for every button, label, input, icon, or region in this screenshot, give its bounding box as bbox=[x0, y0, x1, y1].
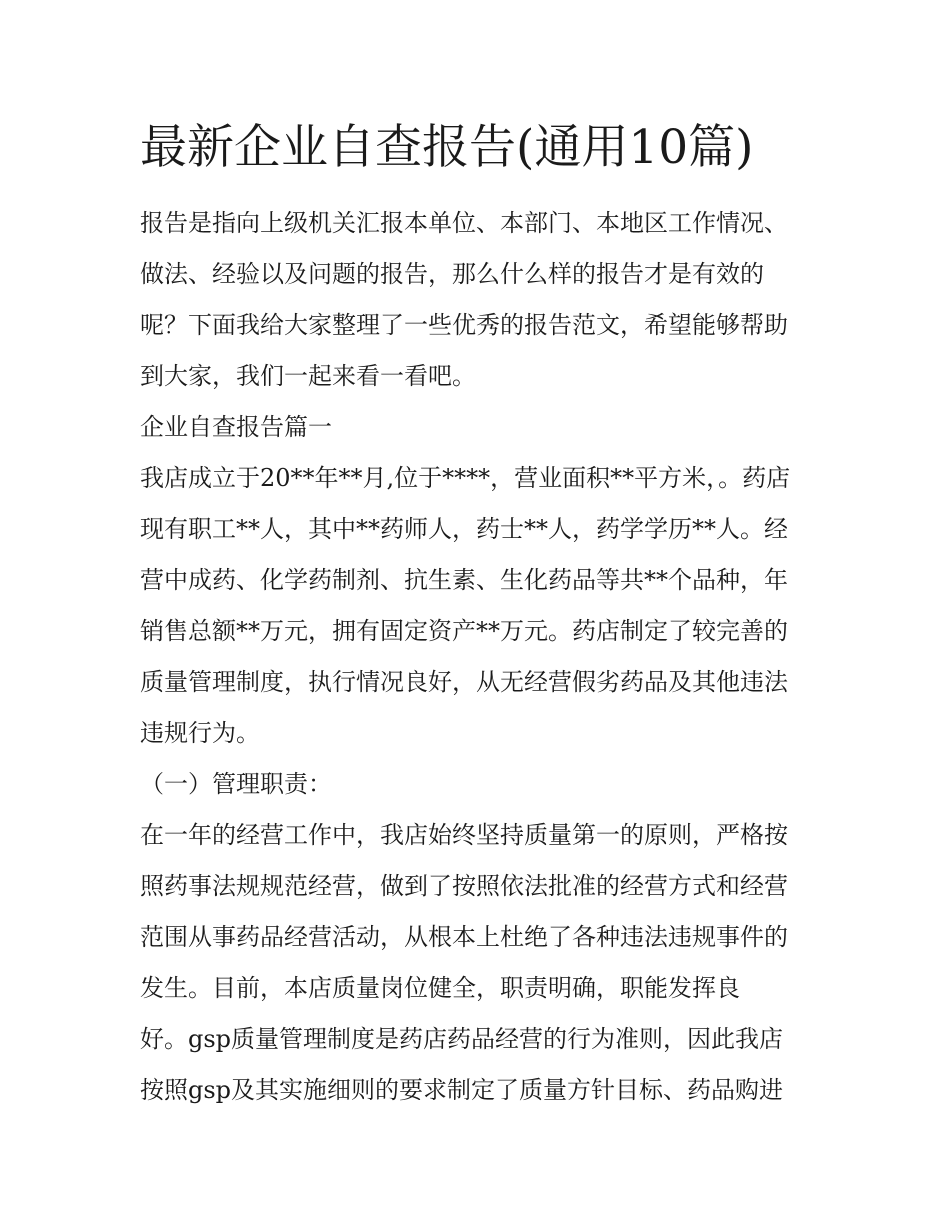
text-line: 我店成立于20**年**月,位于****，营业面积**平方米，。药店 bbox=[140, 464, 791, 492]
document-body bbox=[140, 198, 820, 1116]
text-line: 好。gsp质量管理制度是药店药品经营的行为准则，因此我店 bbox=[140, 1025, 784, 1053]
text-line: 违规行为。 bbox=[140, 719, 260, 747]
subsection-heading: （一）管理职责： bbox=[140, 770, 332, 798]
text-line: 在一年的经营工作中，我店始终坚持质量第一的原则，严格按 bbox=[140, 821, 788, 849]
text-line: 呢？下面我给大家整理了一些优秀的报告范文，希望能够帮助 bbox=[140, 311, 788, 339]
text-line: 做法、经验以及问题的报告，那么什么样的报告才是有效的 bbox=[140, 260, 764, 288]
text-line: 范围从事药品经营活动，从根本上杜绝了各种违法违规事件的 bbox=[140, 923, 788, 951]
text-line: 照药事法规规范经营，做到了按照依法批准的经营方式和经营 bbox=[140, 872, 788, 900]
text-line: 营中成药、化学药制剂、抗生素、生化药品等共**个品种，年 bbox=[140, 566, 788, 594]
document-title: 最新企业自查报告(通用10篇) bbox=[140, 120, 754, 175]
text-line: 现有职工**人，其中**药师人，药士**人，药学学历**人。经 bbox=[140, 515, 788, 543]
text-line: 按照gsp及其实施细则的要求制定了质量方针目标、药品购进 bbox=[140, 1076, 784, 1104]
text-line: 质量管理制度，执行情况良好，从无经营假劣药品及其他违法 bbox=[140, 668, 788, 696]
text-line: 销售总额**万元，拥有固定资产**万元。药店制定了较完善的 bbox=[140, 617, 788, 645]
text-line: 发生。目前，本店质量岗位健全，职责明确，职能发挥良 bbox=[140, 974, 740, 1002]
section-heading: 企业自查报告篇一 bbox=[140, 413, 332, 441]
text-line: 报告是指向上级机关汇报本单位、本部门、本地区工作情况、 bbox=[140, 209, 788, 237]
text-line: 到大家，我们一起来看一看吧。 bbox=[140, 362, 476, 390]
